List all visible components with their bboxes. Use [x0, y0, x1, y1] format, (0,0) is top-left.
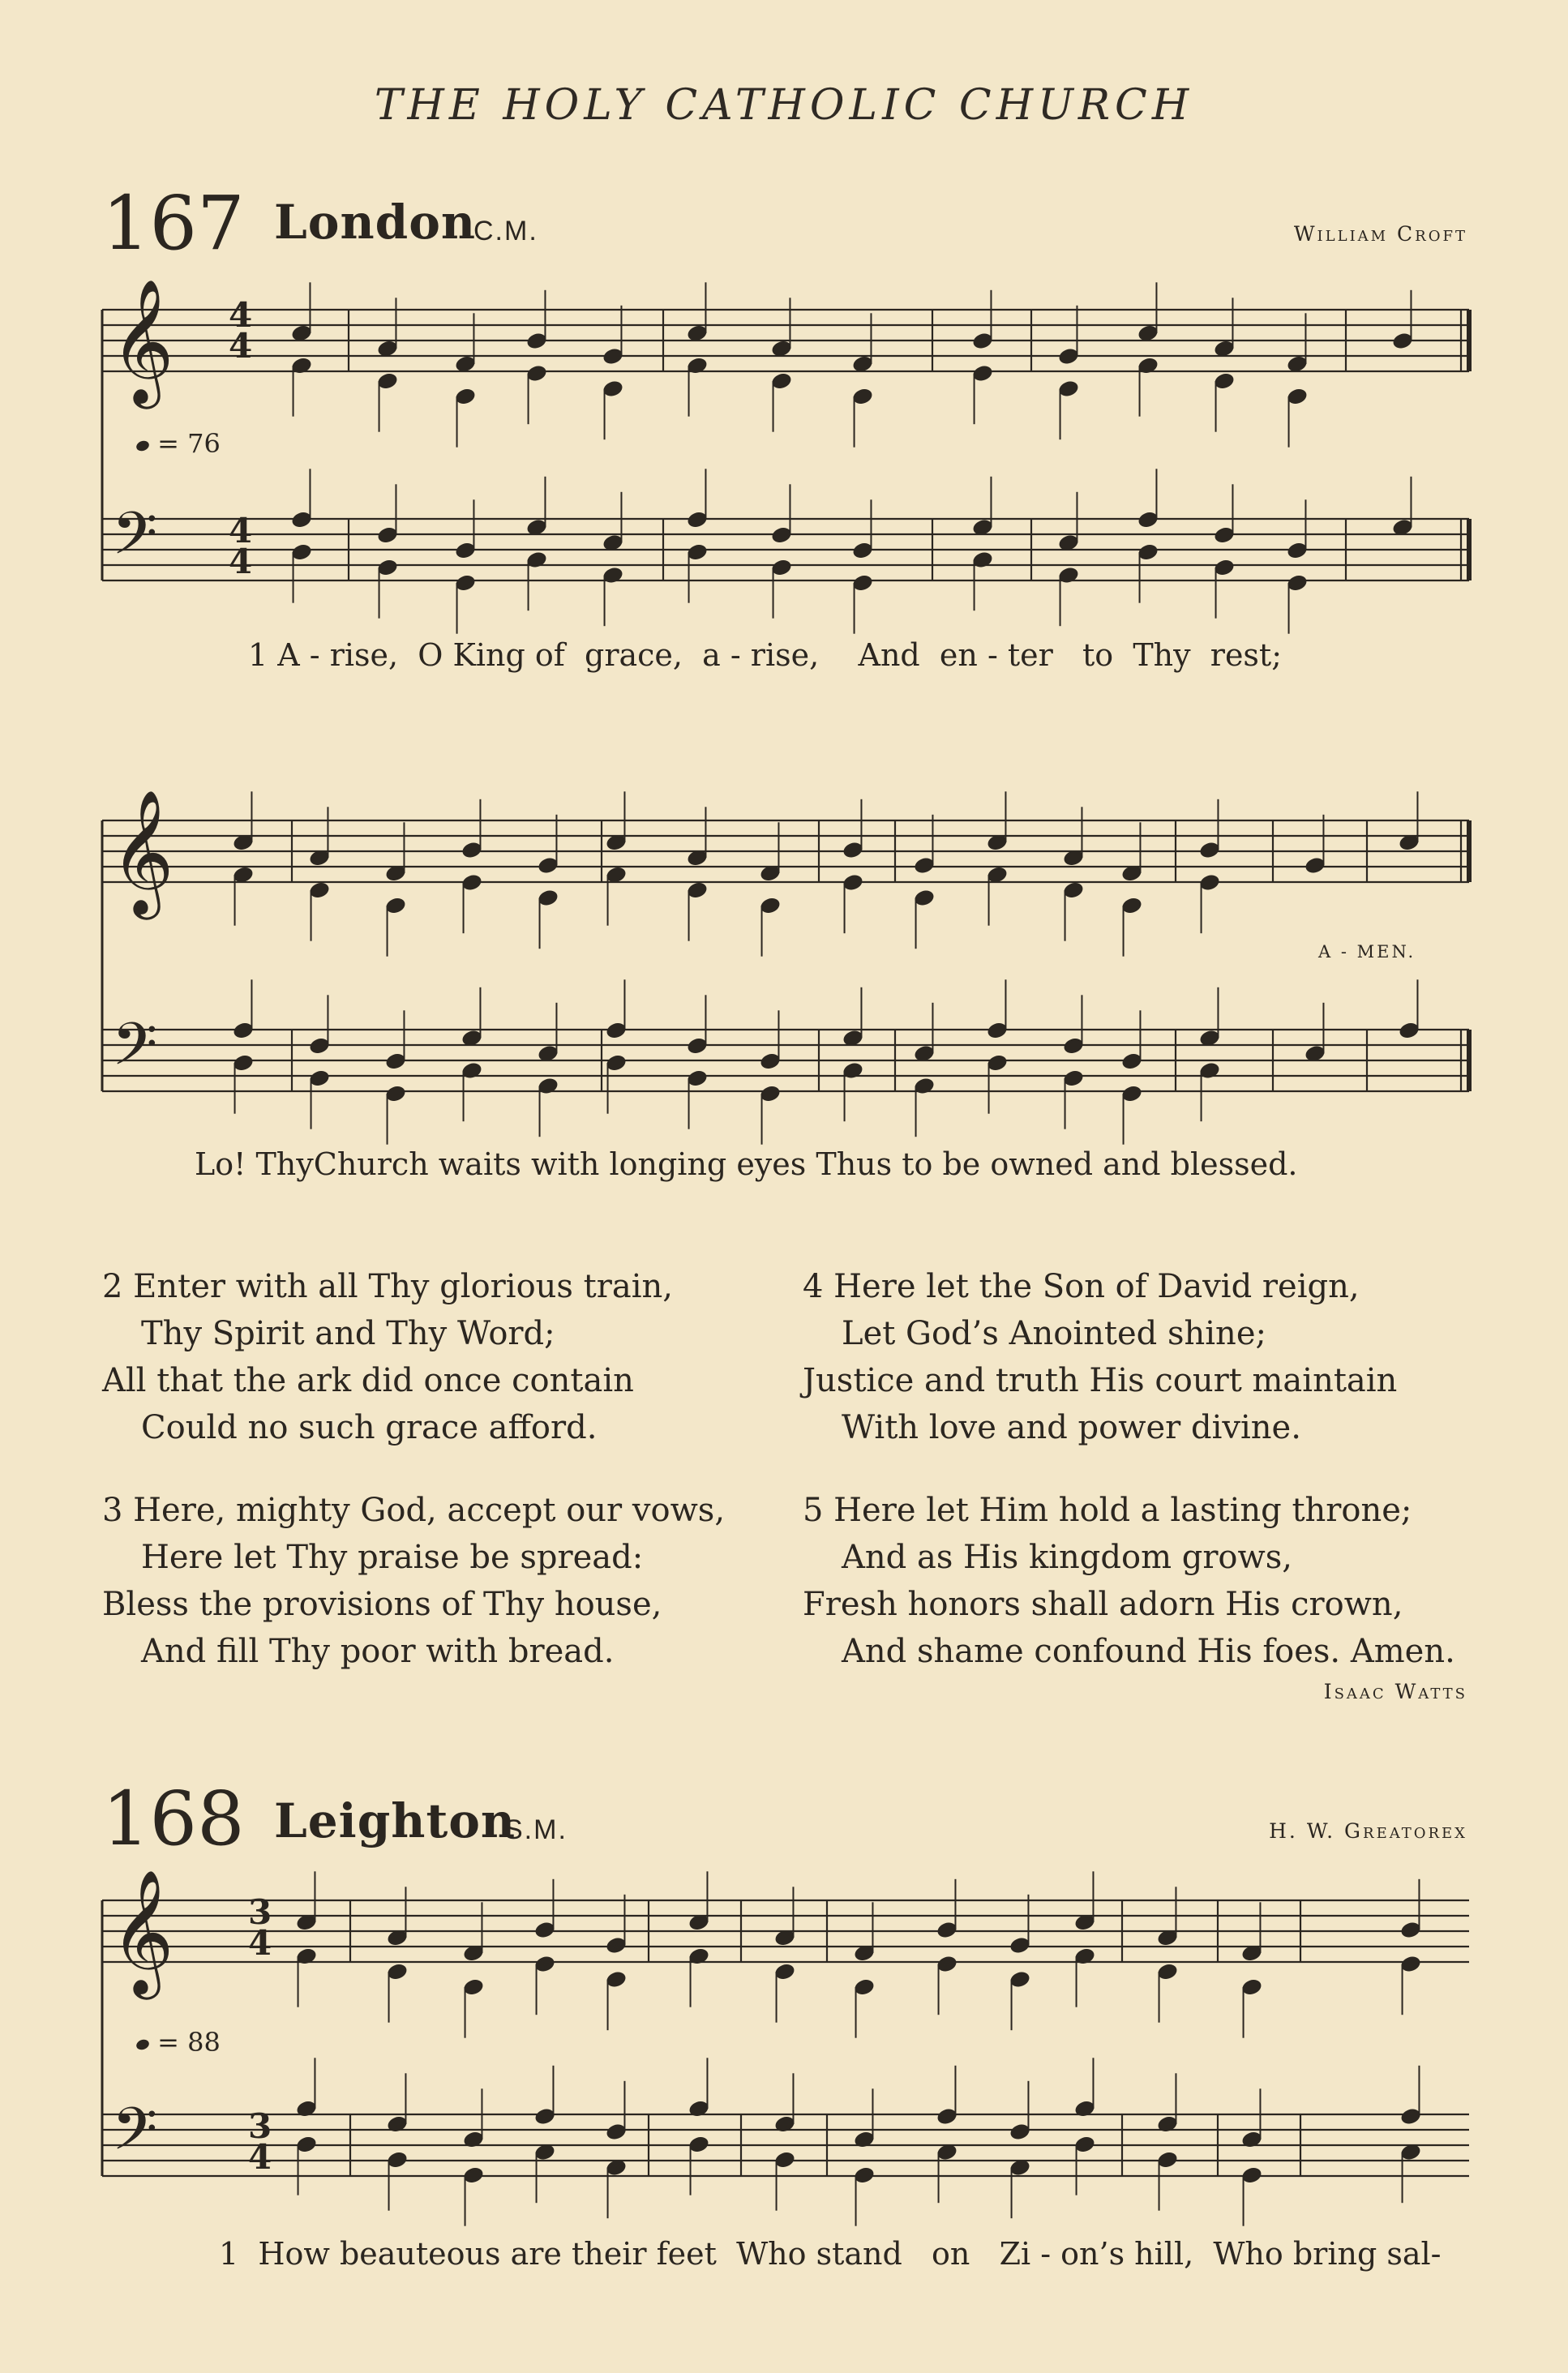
bass-clef-icon: 𝄢: [112, 2095, 158, 2178]
time-sig-bottom: 4: [229, 326, 253, 366]
time-sig-top: 4: [229, 511, 253, 550]
verses-left-column: [102, 1263, 725, 1675]
verse-line: And shame confound His foes. Amen.: [842, 1633, 1455, 1670]
treble-clef-icon: 𝄞: [110, 279, 174, 404]
tune-name: London: [274, 195, 477, 250]
hymn-number: 168: [102, 1775, 245, 1862]
treble-clef-icon: 𝄞: [110, 790, 174, 915]
verse-line: 5 Here let Him hold a lasting throne;: [803, 1492, 1412, 1529]
tempo-mark: [136, 2027, 221, 2058]
time-signature-bass: [248, 2106, 272, 2177]
verse-line: With love and power divine.: [842, 1409, 1301, 1446]
verse-line: Could no such grace afford.: [141, 1409, 598, 1446]
treble-clef-icon: 𝄞: [110, 1870, 174, 1994]
time-signature-treble: [229, 295, 253, 366]
verse-2: [102, 1263, 725, 1451]
verses-right-column: [803, 1263, 1455, 1675]
time-sig-top: 4: [229, 295, 253, 335]
tempo-value: = 76: [157, 428, 221, 459]
lyric-line: 1 How beauteous are their feet Who stand on Zi - on’s hill, Who bring sal-: [219, 2236, 1442, 2272]
tempo-value: = 88: [157, 2027, 221, 2058]
verse-line: Fresh honors shall adorn His crown,: [803, 1586, 1403, 1623]
verse-line: Justice and truth His court maintain: [803, 1362, 1398, 1399]
time-signature-bass: [229, 511, 253, 581]
tempo-mark: [136, 428, 221, 459]
verse-line: Here let Thy praise be spread:: [141, 1539, 644, 1576]
verse-5: [803, 1487, 1455, 1675]
time-sig-bottom: 4: [229, 542, 253, 581]
verse-line: 4 Here let the Son of David reign,: [803, 1268, 1360, 1305]
page-header: THE HOLY CATHOLIC CHURCH: [374, 81, 1194, 130]
author: Isaac Watts: [1323, 1680, 1467, 1703]
meter: C.M.: [473, 216, 538, 246]
time-signature-treble: [248, 1892, 272, 1963]
time-sig-top: 3: [248, 2106, 272, 2146]
verse-4: [803, 1263, 1455, 1451]
quarter-note-icon: [135, 439, 150, 452]
verse-3: [102, 1487, 725, 1675]
verse-line: And fill Thy poor with bread.: [141, 1633, 615, 1670]
bass-clef-icon: 𝄢: [112, 1010, 158, 1093]
time-sig-bottom: 4: [248, 1923, 272, 1963]
verse-line: Let God’s Anointed shine;: [842, 1315, 1266, 1352]
quarter-note-icon: [135, 2037, 150, 2051]
composer: William Croft: [1293, 222, 1467, 246]
verse-line: 3 Here, mighty God, accept our vows,: [102, 1492, 726, 1529]
lyric-line: 1 A - rise, O King of grace, a - rise, And en - ter to Thy rest;: [248, 637, 1283, 673]
amen-label: A - MEN.: [1318, 942, 1416, 962]
verse-line: Bless the provisions of Thy house,: [102, 1586, 662, 1623]
verse-line: And as His kingdom grows,: [842, 1539, 1292, 1576]
verse-line: All that the ark did once contain: [102, 1362, 634, 1399]
meter: S.M.: [504, 1814, 568, 1845]
time-sig-bottom: 4: [248, 2137, 272, 2177]
bass-clef-icon: 𝄢: [112, 499, 158, 582]
hymn-number: 167: [102, 180, 245, 267]
verse-line: 2 Enter with all Thy glorious train,: [102, 1268, 673, 1305]
tune-name: Leighton: [274, 1793, 516, 1848]
lyric-line: Lo! ThyChurch waits with longing eyes Thus to be owned and blessed.: [195, 1146, 1298, 1182]
time-sig-top: 3: [248, 1892, 272, 1932]
composer: H. W. Greatorex: [1269, 1819, 1467, 1843]
verse-line: Thy Spirit and Thy Word;: [141, 1315, 555, 1352]
